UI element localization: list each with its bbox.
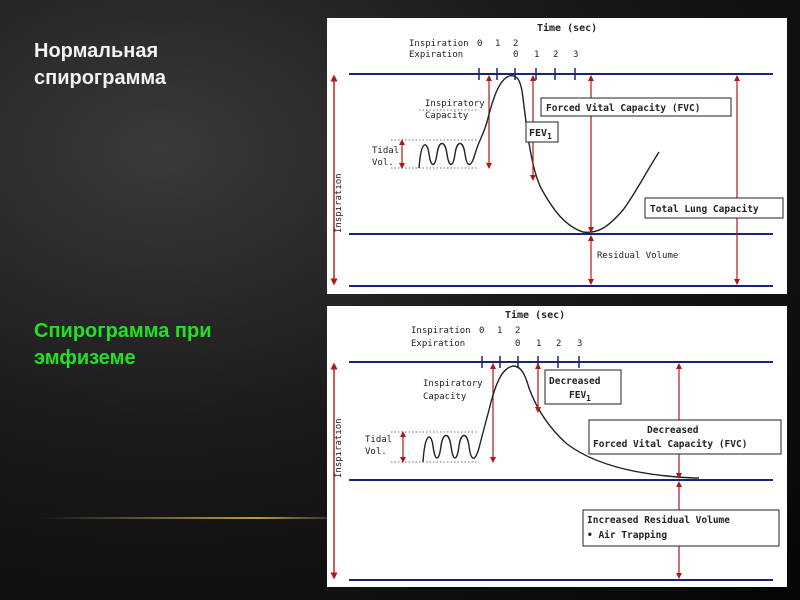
normal-spirogram-diagram bbox=[327, 18, 787, 294]
air-trapping-label: • Air Trapping bbox=[587, 530, 668, 541]
slide-title-normal-spirogram: Нормальная спирограмма bbox=[34, 40, 167, 89]
inspiratory-capacity-label-2: Capacity bbox=[425, 111, 469, 121]
normal-spirogram-panel bbox=[327, 18, 787, 294]
decreased-fvc-label-line2: Forced Vital Capacity (FVC) bbox=[593, 439, 748, 450]
insp-tick-label-1: 1 bbox=[497, 326, 503, 336]
insp-tick-label-1: 1 bbox=[495, 39, 501, 49]
inspiratory-capacity-label-1: Inspiratory bbox=[425, 99, 485, 109]
decorative-divider bbox=[40, 517, 330, 519]
exp-tick-label-3: 3 bbox=[577, 339, 583, 349]
fev1-label: $FEV_1$ bbox=[529, 128, 552, 141]
insp-tick-label-2: 2 bbox=[513, 39, 519, 49]
inspiratory-capacity-label-2: Capacity bbox=[423, 392, 467, 402]
insp-tick-label-2: 2 bbox=[515, 326, 521, 336]
decreased-fev1-label-line1: Decreased bbox=[549, 376, 601, 387]
tidal-vol-label-line1: Tidal bbox=[365, 435, 393, 445]
slide-title-emphysema-spirogram: Спирограмма при эмфиземе bbox=[34, 320, 212, 369]
inspiration-row-label: Inspiration bbox=[411, 326, 471, 336]
exp-tick-label-3: 3 bbox=[573, 50, 579, 60]
emphysema-spirogram-panel bbox=[327, 306, 787, 587]
decreased-fev1-label-line2: $FEV_1$ bbox=[569, 390, 591, 403]
exp-tick-label-0: 0 bbox=[513, 50, 519, 60]
exp-tick-label-2: 2 bbox=[553, 50, 559, 60]
inspiration-row-label: Inspiration bbox=[409, 39, 469, 49]
tlc-label: Total Lung Capacity bbox=[650, 204, 759, 215]
exp-tick-label-0: 0 bbox=[515, 339, 521, 349]
expiration-row-label: Expiration bbox=[409, 50, 464, 60]
exp-tick-label-1: 1 bbox=[534, 50, 540, 60]
time-axis-label: Time (sec) bbox=[505, 310, 566, 321]
decreased-fvc-label-line1: Decreased bbox=[647, 425, 699, 436]
y-axis-inspiration-label: Inspiration bbox=[334, 418, 344, 478]
tidal-vol-label-line2: Vol. bbox=[372, 158, 394, 168]
residual-volume-label: Residual Volume bbox=[597, 251, 679, 261]
emphysema-spirogram-diagram bbox=[327, 306, 787, 587]
fvc-label: Forced Vital Capacity (FVC) bbox=[546, 103, 701, 114]
increased-rv-label: Increased Residual Volume bbox=[587, 515, 730, 526]
expiration-row-label: Expiration bbox=[411, 339, 466, 349]
tidal-vol-label-line1: Tidal bbox=[372, 146, 400, 156]
insp-tick-label-0: 0 bbox=[477, 39, 483, 49]
y-axis-inspiration-label: Inspiration bbox=[334, 173, 344, 233]
time-axis-label: Time (sec) bbox=[537, 23, 598, 34]
inspiratory-capacity-label-1: Inspiratory bbox=[423, 379, 483, 389]
exp-tick-label-2: 2 bbox=[556, 339, 562, 349]
tidal-vol-label-line2: Vol. bbox=[365, 447, 387, 457]
exp-tick-label-1: 1 bbox=[536, 339, 542, 349]
insp-tick-label-0: 0 bbox=[479, 326, 485, 336]
